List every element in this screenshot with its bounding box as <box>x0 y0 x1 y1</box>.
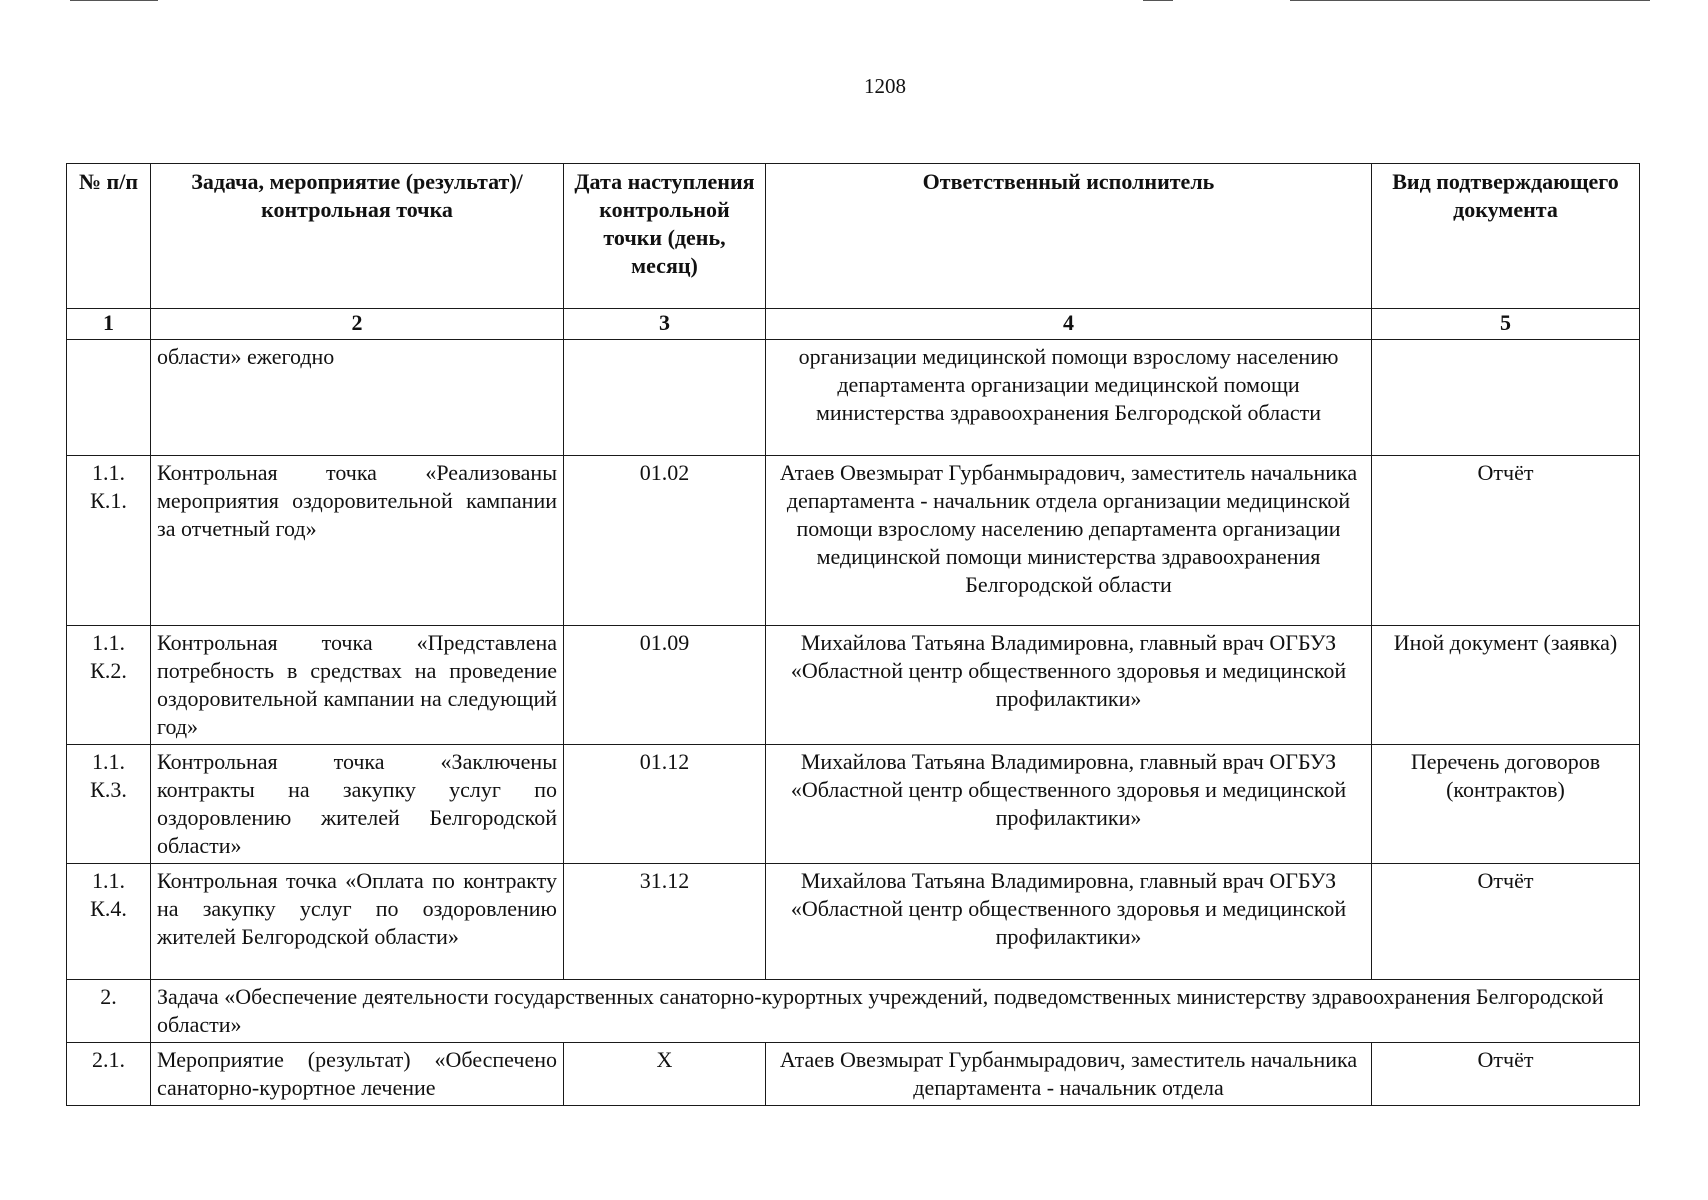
row-number <box>67 340 151 456</box>
row-executor: Михайлова Татьяна Владимировна, главный врач ОГБУЗ «Областной центр общественного здоровья и медицинской профилактики» <box>766 626 1372 745</box>
row-date: 01.12 <box>564 745 766 864</box>
scan-edge-mid <box>1143 0 1173 1</box>
table-row <box>67 1043 1640 1106</box>
row-document: Перечень договоров (контрактов) <box>1372 745 1640 864</box>
row-document: Отчёт <box>1372 1043 1640 1106</box>
row-task: области» ежегодно <box>151 340 564 456</box>
column-number: 1 <box>67 309 151 340</box>
row-task: Контрольная точка «Представлена потребность в средствах на проведение оздоровительной кампании на следующий год» <box>151 626 564 745</box>
header-number: № п/п <box>67 164 151 309</box>
row-task: Контрольная точка «Оплата по контракту на закупку услуг по оздоровлению жителей Белгородской области» <box>151 864 564 980</box>
row-task: Мероприятие (результат) «Обеспечено санаторно-курортное лечение <box>151 1043 564 1106</box>
header-executor: Ответственный исполнитель <box>766 164 1372 309</box>
row-document <box>1372 340 1640 456</box>
page-number: 1208 <box>864 74 906 98</box>
row-document: Отчёт <box>1372 864 1640 980</box>
row-task: Контрольная точка «Реализованы мероприятия оздоровительной кампании за отчетный год» <box>151 456 564 626</box>
row-number: 1.1. К.4. <box>67 864 151 980</box>
row-number: 1.1. К.1. <box>67 456 151 626</box>
row-number: 1.1. К.2. <box>67 626 151 745</box>
table-row <box>67 456 1640 626</box>
table-row <box>67 864 1640 980</box>
row-date: 01.09 <box>564 626 766 745</box>
row-task: Контрольная точка «Заключены контракты на закупку услуг по оздоровлению жителей Белгородской области» <box>151 745 564 864</box>
column-number: 5 <box>1372 309 1640 340</box>
scan-edge-left <box>70 0 158 1</box>
row-date: Х <box>564 1043 766 1106</box>
row-date: 01.02 <box>564 456 766 626</box>
table-row <box>67 626 1640 745</box>
header-document: Вид подтверждающего документа <box>1372 164 1640 309</box>
table-row <box>67 745 1640 864</box>
header-date: Дата наступления контрольной точки (день, месяц) <box>564 164 766 309</box>
row-document: Иной документ (заявка) <box>1372 626 1640 745</box>
header-task: Задача, мероприятие (результат)/ контрольная точка <box>151 164 564 309</box>
table-row <box>67 340 1640 456</box>
task-text: Задача «Обеспечение деятельности государственных санаторно-курортных учреждений, подведомственных министерству здравоохранения Белгородской области» <box>151 980 1640 1043</box>
row-document: Отчёт <box>1372 456 1640 626</box>
scan-edge-right <box>1290 0 1650 1</box>
row-executor: Михайлова Татьяна Владимировна, главный врач ОГБУЗ «Областной центр общественного здоровья и медицинской профилактики» <box>766 745 1372 864</box>
task-row <box>67 980 1640 1043</box>
column-number: 3 <box>564 309 766 340</box>
row-executor: Атаев Овезмырат Гурбанмырадович, заместитель начальника департамента - начальник отдела <box>766 1043 1372 1106</box>
task-number: 2. <box>67 980 151 1043</box>
column-number: 4 <box>766 309 1372 340</box>
header-row <box>67 164 1640 309</box>
column-number-row <box>67 309 1640 340</box>
row-date <box>564 340 766 456</box>
row-executor: Атаев Овезмырат Гурбанмырадович, заместитель начальника департамента - начальник отдела организации медицинской помощи взрослому населению департамента организации медицинской помощи министерства здравоохранения Белгородской области <box>766 456 1372 626</box>
column-number: 2 <box>151 309 564 340</box>
row-number: 1.1. К.3. <box>67 745 151 864</box>
row-executor: Михайлова Татьяна Владимировна, главный врач ОГБУЗ «Областной центр общественного здоровья и медицинской профилактики» <box>766 864 1372 980</box>
row-executor: организации медицинской помощи взрослому населению департамента организации медицинской помощи министерства здравоохранения Белгородской области <box>766 340 1372 456</box>
row-number: 2.1. <box>67 1043 151 1106</box>
row-date: 31.12 <box>564 864 766 980</box>
control-points-table <box>66 163 1640 1106</box>
